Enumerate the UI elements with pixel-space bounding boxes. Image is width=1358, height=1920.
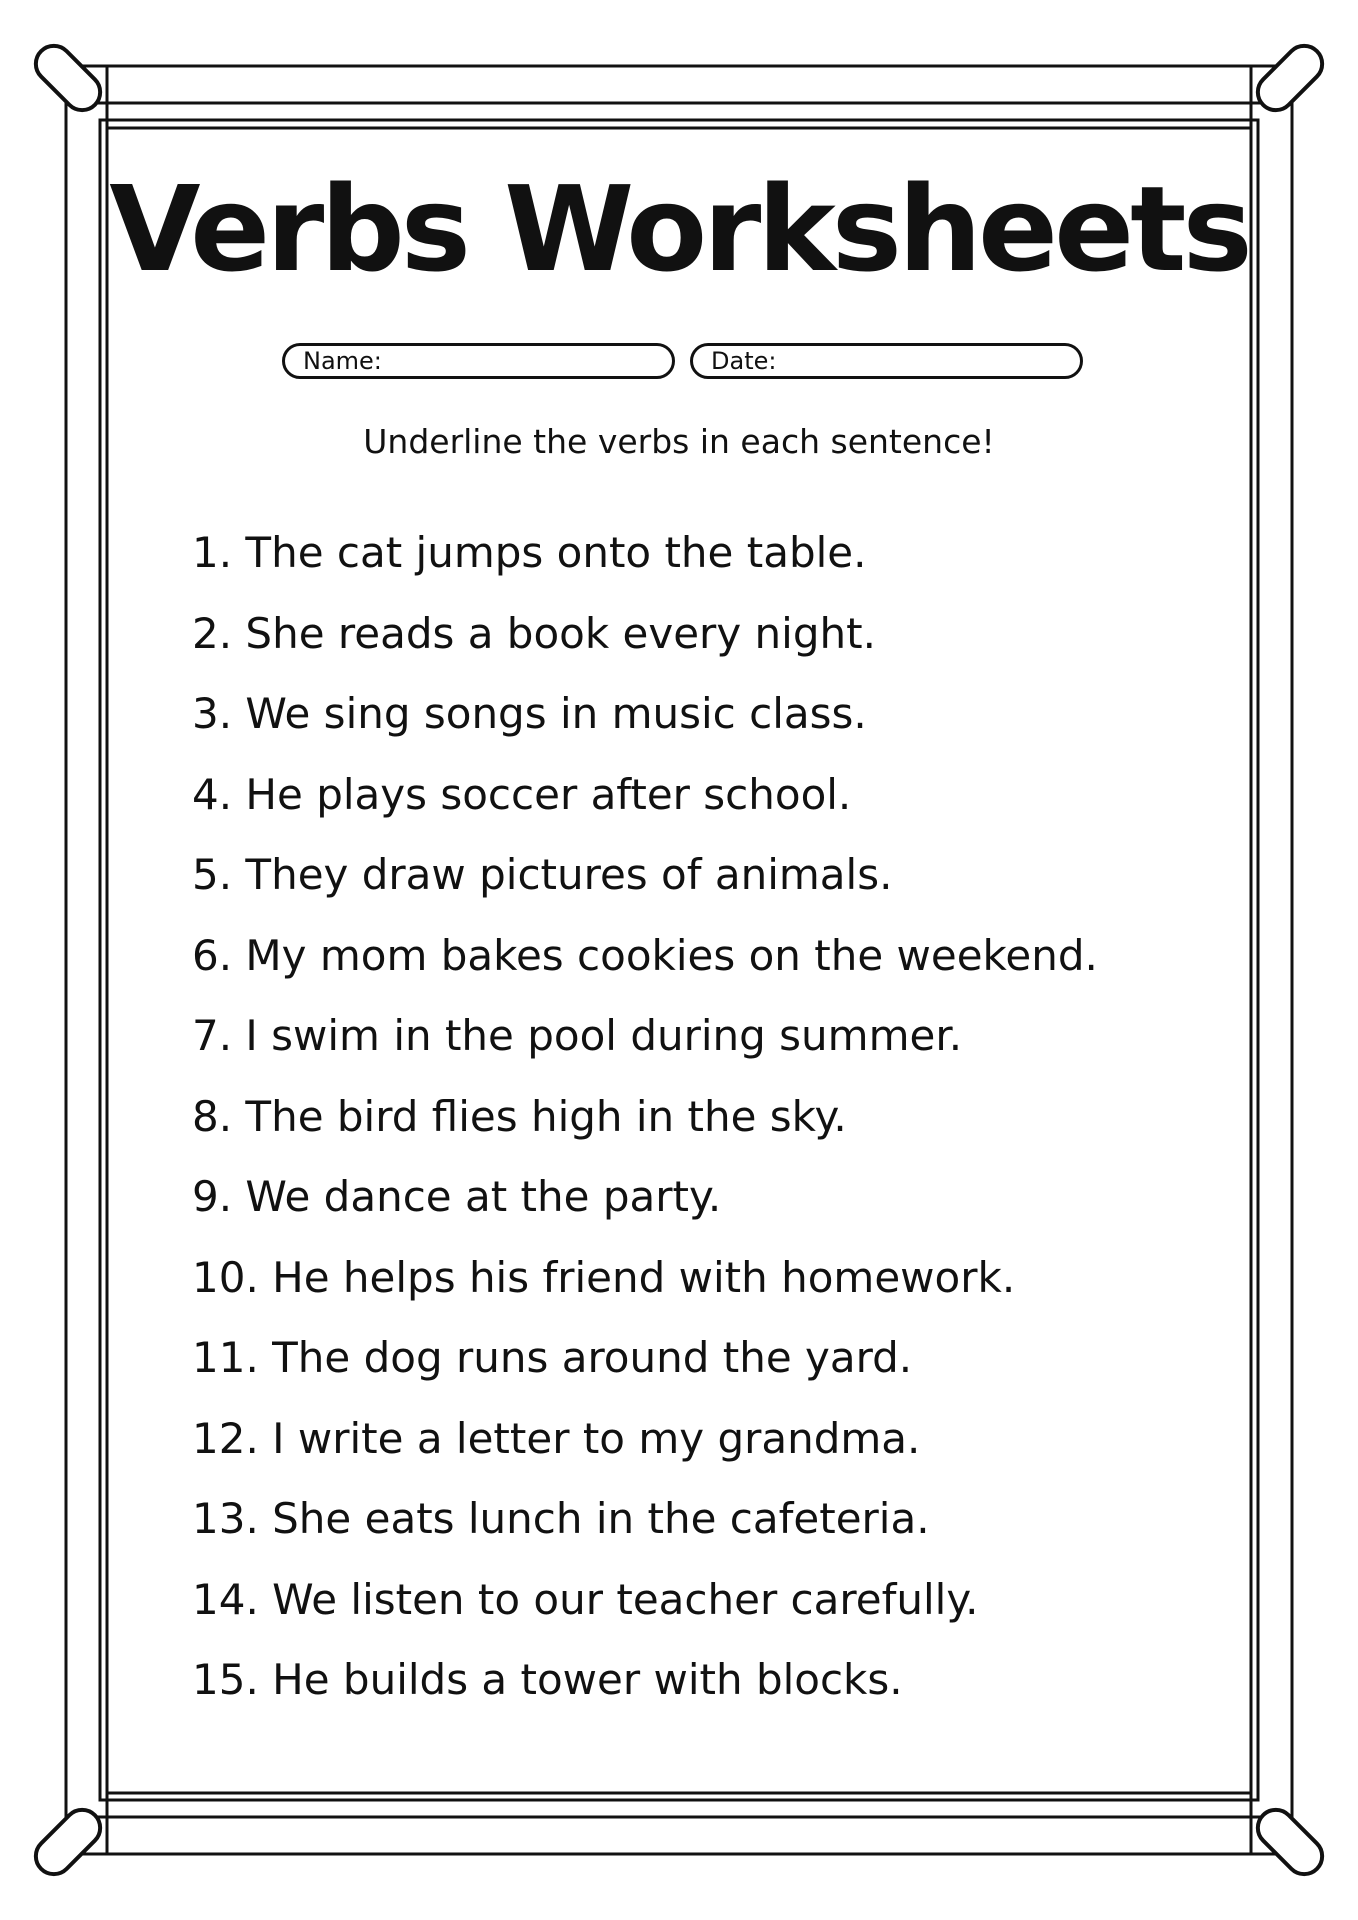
instructions: Underline the verbs in each sentence!: [363, 422, 995, 461]
date-label: Date:: [711, 347, 777, 375]
sentence-item: 15. He builds a tower with blocks.: [192, 1655, 903, 1704]
name-field[interactable]: [282, 343, 675, 379]
sentence-item: 4. He plays soccer after school.: [192, 769, 852, 819]
name-label: Name:: [303, 347, 382, 375]
sentence-item: 6. My mom bakes cookies on the weekend.: [192, 930, 1098, 980]
sentence-item: 7. I swim in the pool during summer.: [192, 1011, 963, 1060]
sentence-item: 9. We dance at the party.: [192, 1172, 722, 1221]
sentence-item: 14. We listen to our teacher carefully.: [192, 1574, 979, 1624]
sentence-item: 1. The cat jumps onto the table.: [192, 528, 867, 577]
corner-clip-top-right-icon: [1250, 38, 1329, 117]
sentence-item: 2. She reads a book every night.: [192, 608, 876, 658]
corner-clip-bottom-left-icon: [28, 1802, 107, 1881]
page-title: Verbs Worksheets: [109, 160, 1249, 298]
sentence-item: 10. He helps his friend with homework.: [192, 1252, 1016, 1302]
sentence-item: 8. The bird flies high in the sky.: [192, 1091, 847, 1141]
sentence-item: 3. We sing songs in music class.: [192, 689, 867, 738]
sentence-item: 13. She eats lunch in the cafeteria.: [192, 1494, 930, 1543]
sentence-item: 12. I write a letter to my grandma.: [192, 1413, 921, 1463]
sentence-item: 11. The dog runs around the yard.: [192, 1333, 913, 1382]
date-field[interactable]: [690, 343, 1083, 379]
corner-clip-bottom-right-icon: [1250, 1802, 1329, 1881]
corner-clip-top-left-icon: [28, 38, 107, 117]
sentence-list: [192, 525, 1212, 1733]
sentence-item: 5. They draw pictures of animals.: [192, 850, 893, 899]
